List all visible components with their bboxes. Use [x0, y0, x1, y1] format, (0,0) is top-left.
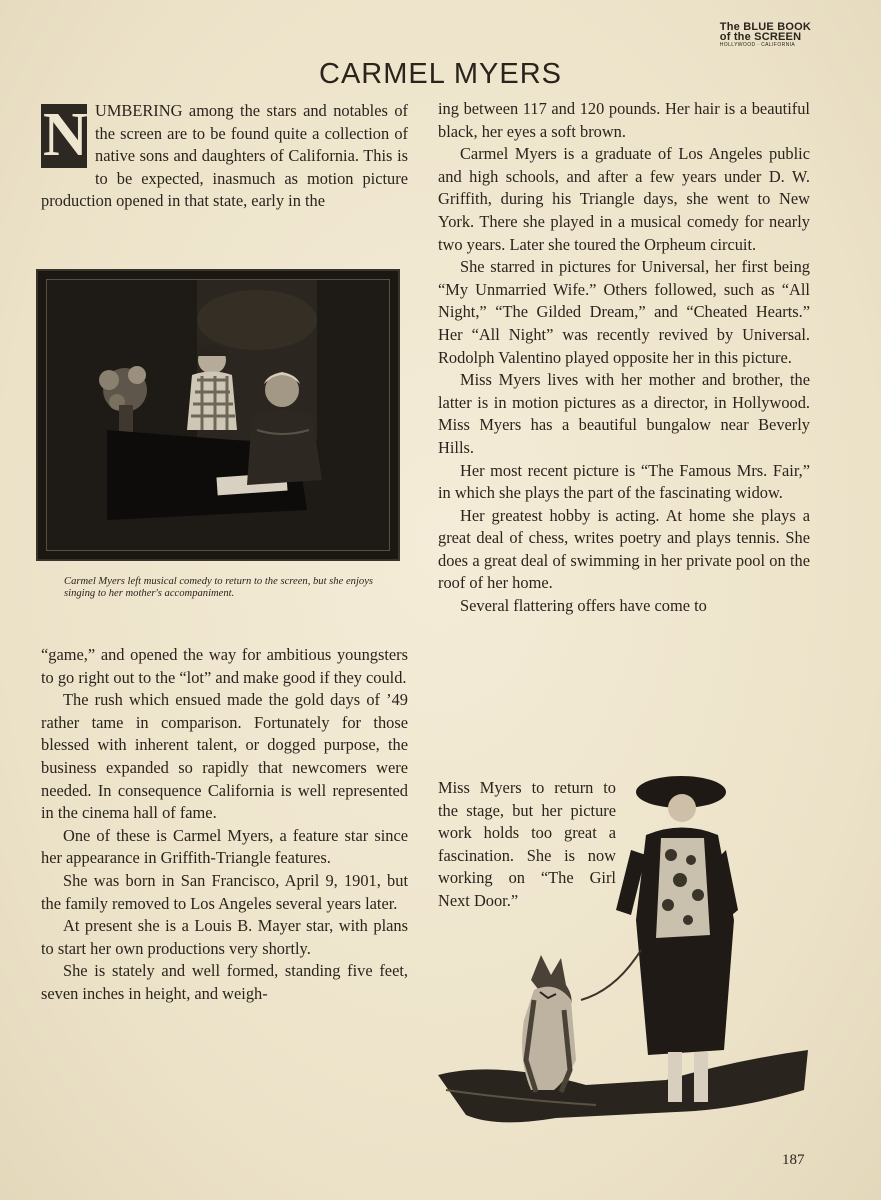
- paragraph-graduate: Carmel Myers is a graduate of Los Angeles public and high schools, and after a few years under D. W. Griffith, during his Triangle days, she went to New York. There she played in a musical comedy for nearly two years. Later she toured the Orpheum circuit.: [438, 144, 810, 254]
- page-number: 187: [782, 1152, 805, 1168]
- photo-singing-at-piano: [36, 269, 400, 561]
- paragraph-starred: She starred in pictures for Universal, her first being “My Unmarried Wife.” Others followed, such as “All Night,” “The Gilded Dream,” and “Cheated Hearts.” Her “All Night” was recently revived by Universal. Rodolph Valentino played opposite her in this picture.: [438, 257, 810, 367]
- intro-paragraph: UMBERING among the stars and notables of the screen are to be found quite a collection of native sons and daughters of California. This is to be expected, inasmuch as motion picture production opened in that state, early in the: [41, 101, 408, 211]
- paragraph-game: “game,” and opened the way for ambitious youngsters to go right out to the “lot” and make good if they could.: [41, 645, 408, 687]
- paragraph-rush: The rush which ensued made the gold days of ’49 rather tame in comparison. Fortunately for those blessed with inherent talent, or dogged purpose, the business expanded so rapidly that newcomers were needed. In consequence California is well represented in the cinema hall of fame.: [41, 690, 408, 823]
- masthead-line-3: HOLLYWOOD · CALIFORNIA: [719, 42, 796, 48]
- paragraph-present: At present she is a Louis B. Mayer star, with plans to start her own productions very shortly.: [41, 916, 408, 958]
- right-column-body: [438, 98, 810, 618]
- paragraph-hobby: Her greatest hobby is acting. At home she plays a great deal of chess, writes poetry and plays tennis. She does a great deal of swimming in her private pool on the roof of her home.: [438, 505, 810, 593]
- paragraph-several-line: Several flattering offers have come to: [460, 596, 707, 616]
- left-column-body: [41, 644, 408, 1006]
- masthead-line-2: of the SCREEN: [719, 31, 802, 43]
- paragraph-born: She was born in San Francisco, April 9, 1901, but the family removed to Los Angeles several years later.: [41, 870, 408, 913]
- paragraph-stately: She is stately and well formed, standing five feet, seven inches in height, and weigh-: [41, 961, 408, 1003]
- paragraph-one-of-these: One of these is Carmel Myers, a feature star since her appearance in Griffith-Triangle features.: [41, 825, 408, 868]
- article-title: CARMEL MYERS: [319, 58, 562, 90]
- drop-cap-letter: N: [43, 101, 88, 169]
- drop-cap: [41, 101, 88, 169]
- right-column-wrap-text: [438, 777, 616, 913]
- paragraph-lives: Miss Myers lives with her mother and brother, the latter is in motion pictures as a director, in Hollywood. Miss Myers has a beautiful bungalow near Beverly Hills.: [438, 370, 810, 457]
- paragraph-weigh: ing between 117 and 120 pounds. Her hair is a beautiful black, her eyes a soft brown.: [438, 99, 810, 141]
- photo-caption: Carmel Myers left musical comedy to return to the screen, but she enjoys singing to her mother's accompaniment.: [64, 576, 374, 600]
- piano-scene-image: [47, 280, 390, 551]
- paragraph-recent: Her most recent picture is “The Famous Mrs. Fair,” in which she plays the part of the fascinating widow.: [438, 460, 810, 503]
- paragraph-several-offers: Miss Myers to return to the stage, but her picture work holds too great a fascination. She is now working on “The Girl Next Door.”: [438, 778, 616, 910]
- masthead-logo: [720, 22, 811, 49]
- masthead-line-1: The BLUE BOOK: [719, 21, 811, 33]
- left-column-intro: [41, 100, 408, 213]
